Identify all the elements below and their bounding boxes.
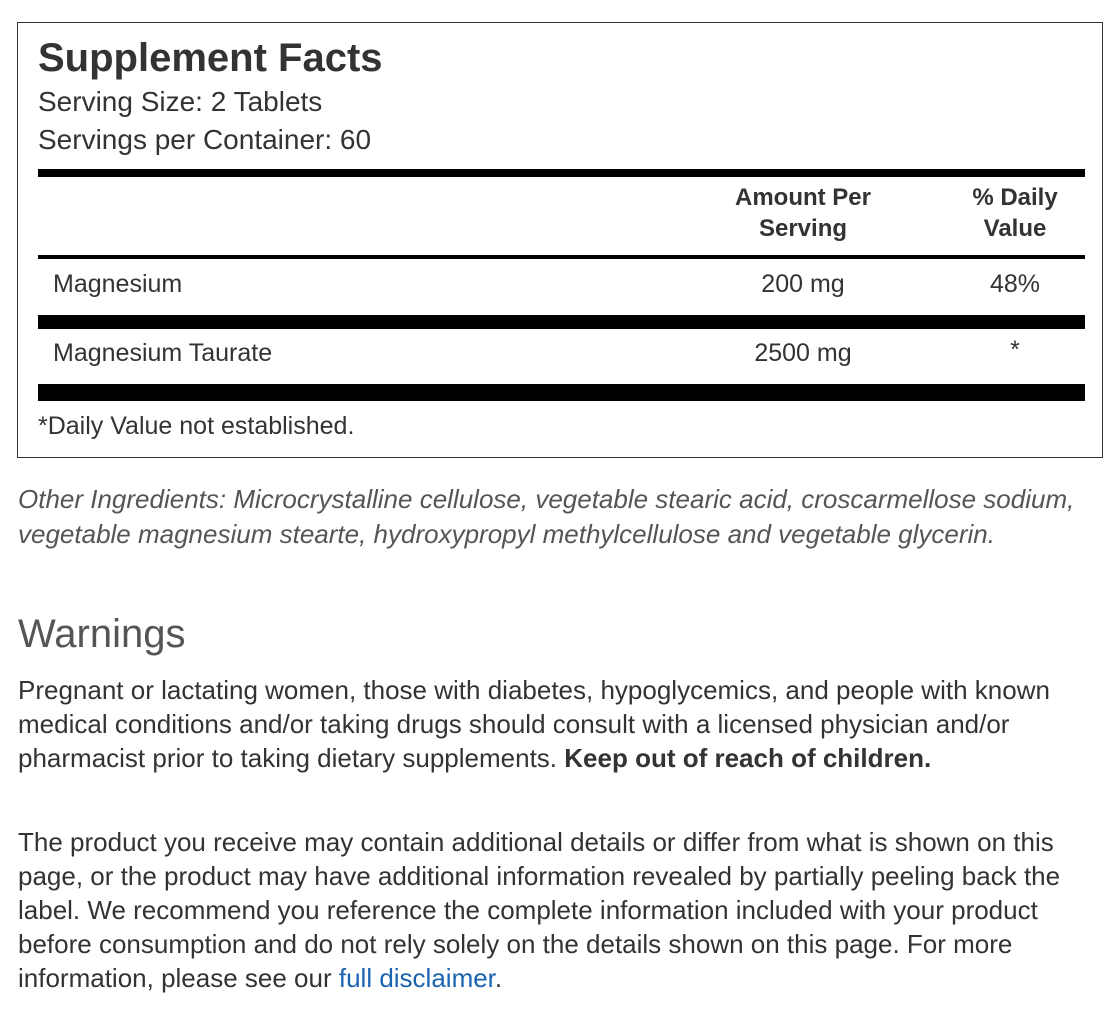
disclaimer-end: . [494, 963, 503, 993]
full-disclaimer-link[interactable]: full disclaimer [338, 963, 495, 993]
other-ingredients: Other Ingredients: Microcrystalline cellulose, vegetable stearic acid, croscarmellose sodium, vegetable magnesium stearte, hydroxypropyl methylcellulose and vegetable glycerin. [18, 484, 1075, 549]
daily-value-header [930, 182, 1100, 244]
servings-per-container: Servings per Container: 60 [38, 124, 372, 155]
disclaimer-body: The product you receive may contain additional details or differ from what is shown on this page, or the product may have additional information revealed by partially peeling back the label. We recommend you reference the complete information included with your product before consumption and do not rely solely on the details shown on this page. For more information, please see our [18, 827, 1061, 993]
divider-thick [38, 169, 1085, 177]
nutrient-name: Magnesium [53, 270, 183, 298]
serving-size: Serving Size: 2 Tablets [38, 86, 323, 117]
supplement-facts-panel [17, 22, 1103, 458]
nutrient-daily-value: * [1010, 336, 1020, 364]
facts-title: Supplement Facts [38, 36, 383, 80]
nutrient-name: Magnesium Taurate [53, 339, 273, 367]
divider-header [38, 255, 1085, 259]
dv-header-line1: % Daily [972, 184, 1058, 211]
amount-per-serving-header [708, 182, 898, 244]
warnings-emphasis: Keep out of reach of children. [564, 743, 932, 773]
disclaimer-text [18, 825, 1108, 995]
daily-value-footnote: *Daily Value not established. [38, 412, 355, 440]
warnings-body: Pregnant or lactating women, those with diabetes, hypoglycemics, and people with known medical conditions and/or taking drugs should consult with a licensed physician and/or pharmacist prior to taking dietary supplements. [18, 675, 1050, 773]
nutrient-amount: 2500 mg [754, 339, 852, 367]
warnings-heading: Warnings [18, 612, 186, 656]
divider-row [38, 315, 1085, 329]
amount-header-line2: Serving [758, 215, 848, 242]
nutrient-amount: 200 mg [761, 270, 845, 298]
dv-header-line2: Value [983, 215, 1047, 242]
divider-bottom [38, 384, 1085, 401]
warnings-text [18, 673, 1103, 775]
amount-header-line1: Amount Per [734, 184, 871, 211]
nutrient-daily-value: 48% [989, 270, 1041, 298]
